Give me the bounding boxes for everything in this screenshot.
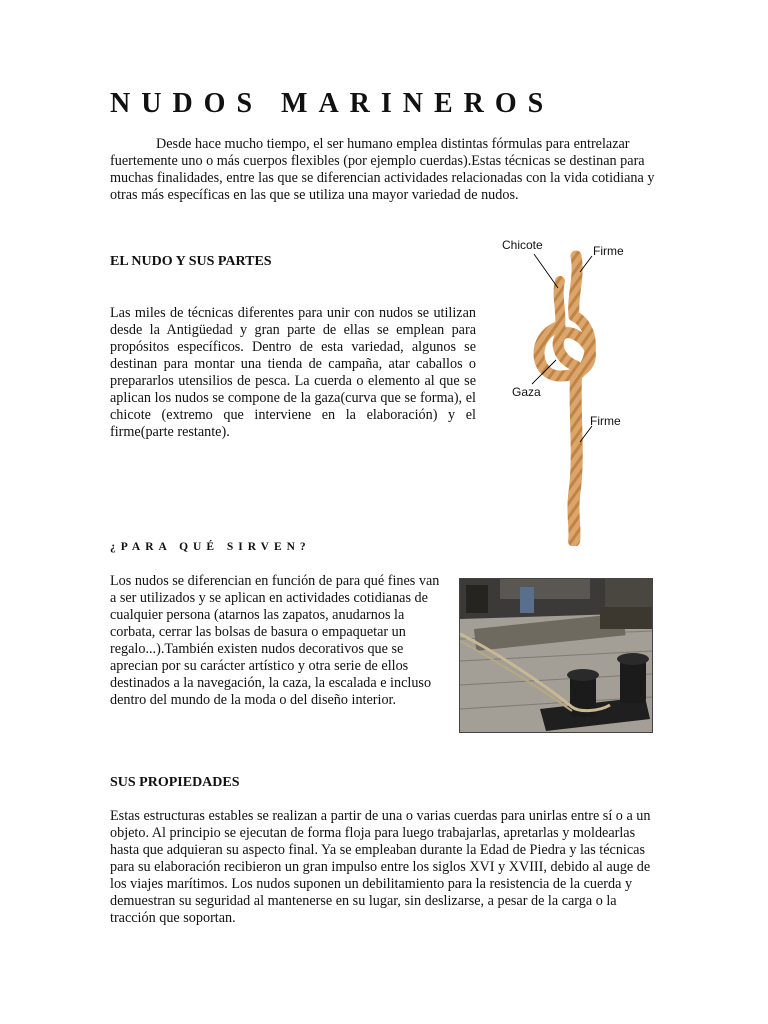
rope-standing-upper [574,256,577,316]
pointer-chicote [534,254,558,288]
rope-standing-lower [573,376,576,541]
label-firme-top: Firme [593,244,624,258]
label-gaza: Gaza [512,385,541,399]
label-chicote: Chicote [502,238,543,252]
section-body-parts: Las miles de técnicas diferentes para unir con nudos se utilizan desde la Antigüedad y gran parte de ellas se emplean para propósitos específicos. Dentro de esta variedad, algunos se destinan para montar una tienda de campaña, atar caballos o prepararlos utensilios de pesca. La cuerda o elemento al que se aplican los nudos se compone de la gaza(curva que se forma), el chicote (extremo que interviene en la elaboración) y el firme(parte restante). [110,305,476,440]
label-firme-bottom: Firme [590,414,621,428]
intro-paragraph [110,136,670,204]
section-body-uses: Los nudos se diferencian en función de para qué fines van a ser utilizados y se aplican en actividades cotidianas de cualquier persona (atarnos las zapatos, anudarnos la corbata, cerrar las bolsas de basura o empaquetar un regalo...).También existen nudos decorativos que se aprecian por su carácter artístico y otra serie de ellos destinados a la navegación, la caza, la escalada e incluso dentro del mundo de la moda o del diseño interior. [110,573,440,708]
page-title: NUDOS MARINEROS [110,88,555,119]
rope-working-end [559,281,561,326]
section-body-properties: Estas estructuras estables se realizan a partir de una o varias cuerdas para unirlas entre sí o a un objeto. Al principio se ejecutan de forma floja para luego trabajarlas, apretarlas y moldearlas hasta que adquieran su aspecto final. Ya se empleaban durante la Edad de Piedra y las técnicas para su elaboración recibieron un gran impulso entre los siglos XVI y XVIII, debido al auge de los viajes marítimos. Los nudos suponen un debilitamiento para la resistencia de la cuerda y demuestran su seguridad al mantenerse en su lugar, sin deslizarse, a pesar de la carga o la tracción que soportan. [110,808,651,926]
intro-text: Desde hace mucho tiempo, el ser humano emplea distintas fórmulas para entrelazar fuertemente uno o más cuerpos flexibles (por ejemplo cuerdas).Estas técnicas se destinan para muchas finalidades, entre las que se diferencian actividades relacionadas con la vida cotidiana y otras más específicas en las que se utiliza una mayor variedad de nudos. [110,136,655,203]
section-heading-uses: ¿PARA QUÉ SIRVEN? [110,541,311,553]
section-heading-properties: SUS PROPIEDADES [110,775,240,790]
dock-bollard-photo [459,578,653,733]
section-heading-parts: EL NUDO Y SUS PARTES [110,254,272,269]
